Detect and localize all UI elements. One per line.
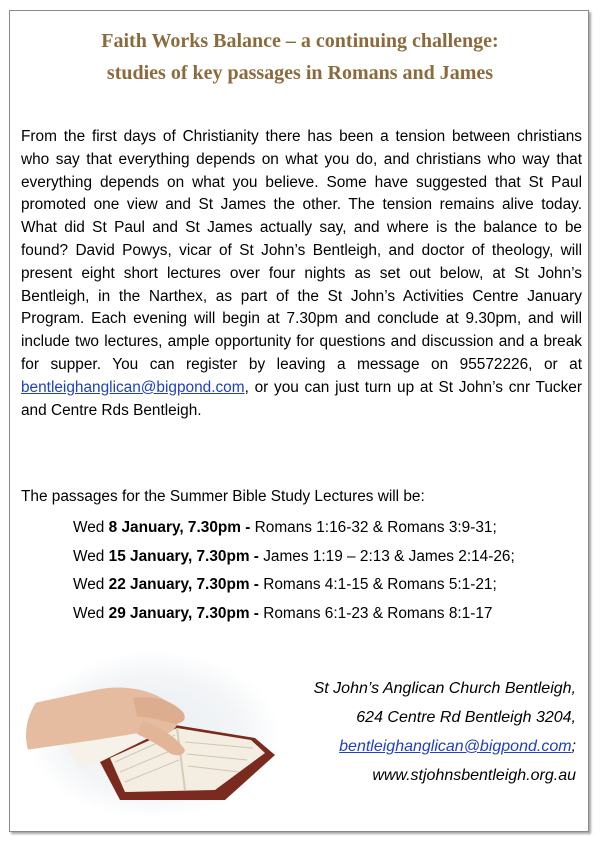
session-day: Wed <box>73 519 109 536</box>
session-item <box>73 571 515 600</box>
passages-intro: The passages for the Summer Bible Study Lectures will be: <box>21 488 425 505</box>
church-name: St John’s Anglican Church Bentleigh, <box>313 680 576 697</box>
title-line-2: studies of key passages in Romans and James <box>106 62 494 84</box>
email-link[interactable]: bentleighanglican@bigpond.com <box>21 378 245 396</box>
session-date: 22 January, 7.30pm - <box>108 576 264 593</box>
email-suffix: ; <box>571 738 576 755</box>
session-date: 15 January, 7.30pm - <box>108 547 264 565</box>
session-item <box>73 514 515 543</box>
bible-photo <box>25 650 282 820</box>
page-title <box>0 25 600 89</box>
description-paragraph <box>21 126 582 422</box>
session-date: 29 January, 7.30pm - <box>108 604 264 622</box>
website: www.stjohnsbentleigh.org.au <box>372 767 576 784</box>
title-line-1: Faith Works Balance – a continuing challenge: <box>101 30 499 52</box>
session-day: Wed <box>73 547 109 565</box>
church-address: 624 Centre Rd Bentleigh 3204, <box>356 709 576 726</box>
session-passages: Romans 4:1-15 & Romans 5:1-21; <box>263 576 497 593</box>
session-date: 8 January, 7.30pm - <box>108 519 255 536</box>
session-day: Wed <box>73 576 109 593</box>
session-passages: Romans 1:16-32 & Romans 3:9-31; <box>254 519 497 536</box>
session-item <box>73 543 515 572</box>
description-text: From the first days of Christianity there has been a tension between christians who say that everything depends on what you do, and christians who way that everything depends on what you believe. Some have suggested that St Paul promoted one view and St James the other. The tension remains alive today. What did St Paul and St James actually say, and where is the balance to be found? David Powys, vicar of St John’s Bentleigh, and doctor of theology, will present eight short lectures over four nights as set out below, at St John’s Bentleigh, in the Narthex, as part of the St John’s Activities Centre January Program. Each evening will begin at 7.30pm and conclude at 9.30pm, and will include two lectures, ample opportunity for questions and discussion and a break for supper. You can register by leaving a message on 95572226, or at <box>21 128 582 373</box>
session-passages: James 1:19 – 2:13 & James 2:14-26; <box>263 547 515 565</box>
session-item <box>73 600 515 629</box>
session-passages: Romans 6:1-23 & Romans 8:1-17 <box>263 604 493 622</box>
session-list <box>73 514 515 628</box>
session-day: Wed <box>73 604 109 622</box>
contact-email-link[interactable]: bentleighanglican@bigpond.com <box>339 738 572 755</box>
contact-block <box>314 674 576 790</box>
description-text-end: , or you can just turn up at St John’s cnr Tucker and Centre Rds Bentleigh. <box>21 378 582 419</box>
contact-email-line <box>314 732 576 761</box>
